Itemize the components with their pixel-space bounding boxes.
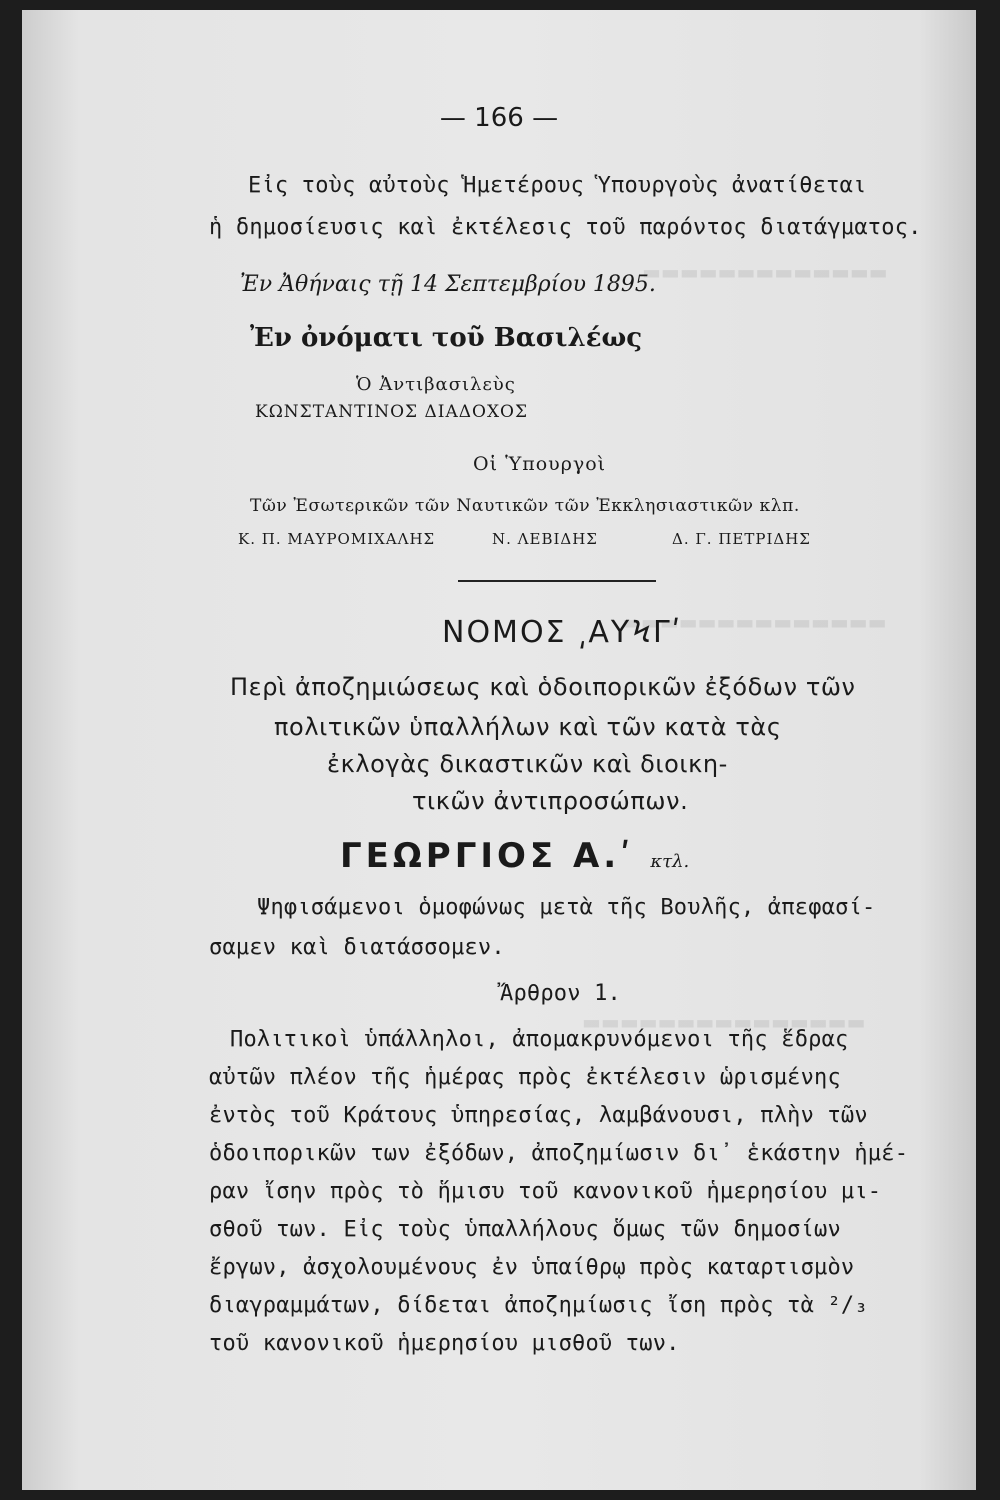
minister-name: Κ. Π. ΜΑΥΡΟΜΙΧΑΛΗΣ	[238, 530, 436, 548]
law-title: ΝΟΜΟΣ ͵ΑΥϞΓʹ	[442, 615, 683, 650]
ministers-heading: Οἱ Ὑπουργοὶ	[473, 453, 607, 475]
subject-line: ἐκλογὰς δικαστικῶν καὶ διοικη-	[327, 750, 728, 778]
bleed-through-decoration: ▬▬▬▬▬▬▬▬▬▬▬▬▬▬▬	[582, 1010, 866, 1034]
regent-title: Ὁ Ἀντιβασιλεὺς	[356, 374, 516, 395]
minister-name: Δ. Γ. ΠΕΤΡΙΔΗΣ	[672, 530, 811, 548]
article-line: ὁδοιπορικῶν των ἐξόδων, ἀποζημίωσιν δι᾿ ἑκάστην ἡμέ-	[209, 1141, 909, 1166]
article-line: ραν ἴσην πρὸς τὸ ἥμισυ τοῦ κανονικοῦ ἡμερησίου μι-	[209, 1179, 882, 1204]
closing-line-2: ἡ δημοσίευσις καὶ ἐκτέλεσις τοῦ παρόντος διατάγματος.	[209, 215, 922, 240]
article-line: ἐντὸς τοῦ Κράτους ὑπηρεσίας, λαμβάνουσι, πλὴν τῶν	[209, 1103, 868, 1128]
separator-rule	[458, 580, 656, 582]
subject-line: τικῶν ἀντιπροσώπων.	[412, 787, 689, 815]
king-suffix: κτλ.	[650, 851, 690, 872]
article-heading: Ἄρθρον 1.	[500, 981, 622, 1006]
king-name	[340, 836, 689, 876]
date-line: Ἐν Ἀθήναις τῇ 14 Σεπτεμβρίου 1895.	[240, 272, 656, 297]
minister-name: Ν. ΛΕΒΙΔΗΣ	[492, 530, 598, 548]
enactment-line: σαμεν καὶ διατάσσομεν.	[209, 935, 505, 960]
in-the-name-heading: Ἐν ὀνόματι τοῦ Βασιλέως	[250, 323, 643, 353]
article-line: διαγραμμάτων, δίδεται ἀποζημίωσις ἴση πρὸς τὰ ²/₃	[209, 1293, 868, 1318]
article-line: ἔργων, ἀσχολουμένους ἐν ὑπαίθρῳ πρὸς καταρτισμὸν	[209, 1255, 855, 1280]
regent-name: ΚΩΝΣΤΑΝΤΙΝΟΣ ΔΙΑΔΟΧΟΣ	[255, 402, 529, 422]
article-line: Πολιτικοὶ ὑπάλληλοι, ἀπομακρυνόμενοι τῆς ἕδρας	[230, 1027, 849, 1052]
article-line: αὐτῶν πλέον τῆς ἡμέρας πρὸς ἐκτέλεσιν ὡρισμένης	[209, 1065, 841, 1090]
subject-line: πολιτικῶν ὑπαλλήλων καὶ τῶν κατὰ τὰς	[274, 713, 782, 741]
article-line: τοῦ κανονικοῦ ἡμερησίου μισθοῦ των.	[209, 1331, 680, 1356]
scanned-page	[22, 10, 976, 1490]
closing-line-1: Εἰς τοὺς αὐτοὺς Ἡμετέρους Ὑπουργοὺς ἀνατίθεται	[248, 173, 867, 198]
enactment-line: Ψηφισάμενοι ὁμοφώνως μετὰ τῆς Βουλῆς, ἀπεφασί-	[257, 895, 876, 920]
ministries-line: Τῶν Ἐσωτερικῶν τῶν Ναυτικῶν τῶν Ἐκκλησιαστικῶν κλπ.	[250, 496, 800, 516]
bleed-through-decoration: ▬▬▬▬▬▬▬▬▬▬▬▬▬▬	[622, 610, 887, 634]
subject-line: Περὶ ἀποζημιώσεως καὶ ὁδοιπορικῶν ἐξόδων τῶν	[230, 673, 856, 701]
page-number: — 166 —	[439, 103, 559, 133]
bleed-through-decoration: ▬▬▬▬▬▬▬▬▬▬▬▬▬	[642, 260, 888, 284]
article-line: σθοῦ των. Εἰς τοὺς ὑπαλλήλους ὅμως τῶν δημοσίων	[209, 1217, 841, 1242]
king-name-text: ΓΕΩΡΓΙΟΣ Α.ʹ	[340, 836, 635, 876]
